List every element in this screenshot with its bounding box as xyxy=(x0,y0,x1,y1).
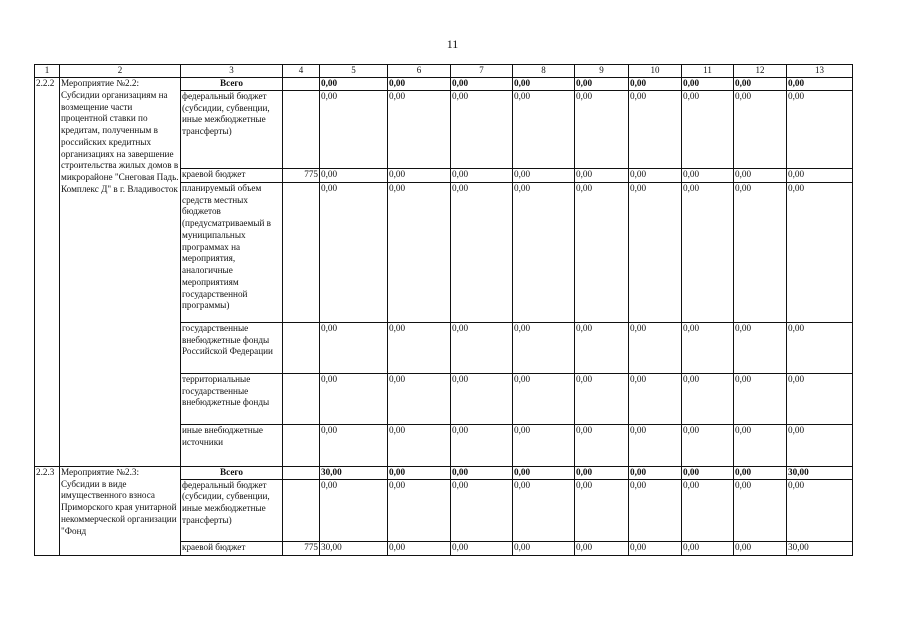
value-cell: 0,00 xyxy=(320,168,388,182)
source-label: краевой бюджет xyxy=(181,168,283,182)
value-cell: 0,00 xyxy=(787,182,853,322)
value-cell: 0,00 xyxy=(787,373,853,424)
measure-code: 2.2.3 xyxy=(35,466,60,555)
kbk-cell xyxy=(283,90,320,168)
value-cell: 0,00 xyxy=(575,541,629,555)
value-cell: 0,00 xyxy=(320,479,388,541)
header-cell: 11 xyxy=(682,65,734,78)
value-cell: 0,00 xyxy=(388,466,451,479)
value-cell: 0,00 xyxy=(451,466,513,479)
value-cell: 0,00 xyxy=(388,182,451,322)
header-row xyxy=(35,65,853,78)
source-label: планируемый объем средств местных бюджетов (предусматриваемый в муниципальных программах на мероприятия, аналогичные мероприятиям государственной программы) xyxy=(181,182,283,322)
value-cell: 0,00 xyxy=(787,424,853,466)
value-cell: 0,00 xyxy=(629,466,682,479)
value-cell: 0,00 xyxy=(629,479,682,541)
value-cell: 0,00 xyxy=(320,322,388,373)
value-cell: 0,00 xyxy=(451,78,513,91)
value-cell: 0,00 xyxy=(682,322,734,373)
value-cell: 0,00 xyxy=(575,479,629,541)
header-cell: 10 xyxy=(629,65,682,78)
page-number: 11 xyxy=(446,37,459,51)
value-cell: 0,00 xyxy=(629,322,682,373)
header-cell: 5 xyxy=(320,65,388,78)
value-cell: 0,00 xyxy=(388,373,451,424)
value-cell: 0,00 xyxy=(682,479,734,541)
budget-table xyxy=(34,64,853,556)
value-cell: 30,00 xyxy=(320,541,388,555)
measure-name: Мероприятие №2.2: Субсидии организациям на возмещение части процентной ставки по кредитам, полученным в российских кредитных организациях на завершение строительства жилых домов в микрорайоне "Снеговая Падь. Комплекс Д" в г. Владивосток xyxy=(60,78,181,467)
kbk-cell xyxy=(283,182,320,322)
value-cell: 0,00 xyxy=(513,182,575,322)
value-cell: 0,00 xyxy=(388,168,451,182)
value-cell: 30,00 xyxy=(320,466,388,479)
value-cell: 0,00 xyxy=(734,373,787,424)
source-label: иные внебюджетные источники xyxy=(181,424,283,466)
value-cell: 0,00 xyxy=(682,90,734,168)
value-cell: 0,00 xyxy=(320,90,388,168)
value-cell: 0,00 xyxy=(575,466,629,479)
value-cell: 0,00 xyxy=(734,424,787,466)
source-label: государственные внебюджетные фонды Российской Федерации xyxy=(181,322,283,373)
value-cell: 0,00 xyxy=(575,322,629,373)
value-cell: 0,00 xyxy=(513,168,575,182)
value-cell: 0,00 xyxy=(629,541,682,555)
value-cell: 0,00 xyxy=(682,78,734,91)
value-cell: 0,00 xyxy=(388,541,451,555)
value-cell: 0,00 xyxy=(320,182,388,322)
value-cell: 0,00 xyxy=(629,168,682,182)
kbk-cell: 775 xyxy=(283,541,320,555)
value-cell: 0,00 xyxy=(734,541,787,555)
source-label: федеральный бюджет (субсидии, субвенции, иные межбюджетные трансферты) xyxy=(181,90,283,168)
value-cell: 0,00 xyxy=(682,182,734,322)
header-cell: 13 xyxy=(787,65,853,78)
measure-code: 2.2.2 xyxy=(35,78,60,467)
value-cell: 0,00 xyxy=(682,466,734,479)
value-cell: 0,00 xyxy=(513,424,575,466)
value-cell: 0,00 xyxy=(575,424,629,466)
value-cell: 0,00 xyxy=(451,424,513,466)
source-label: Всего xyxy=(181,78,283,91)
value-cell: 0,00 xyxy=(451,90,513,168)
value-cell: 0,00 xyxy=(575,78,629,91)
value-cell: 0,00 xyxy=(388,479,451,541)
value-cell: 0,00 xyxy=(388,322,451,373)
value-cell: 0,00 xyxy=(734,322,787,373)
kbk-cell xyxy=(283,466,320,479)
value-cell: 0,00 xyxy=(451,168,513,182)
value-cell: 0,00 xyxy=(787,322,853,373)
source-label: краевой бюджет xyxy=(181,541,283,555)
value-cell: 0,00 xyxy=(451,541,513,555)
value-cell: 0,00 xyxy=(734,78,787,91)
value-cell: 0,00 xyxy=(575,182,629,322)
value-cell: 0,00 xyxy=(734,479,787,541)
value-cell: 0,00 xyxy=(575,168,629,182)
kbk-cell xyxy=(283,479,320,541)
value-cell: 0,00 xyxy=(513,479,575,541)
value-cell: 0,00 xyxy=(629,90,682,168)
value-cell: 0,00 xyxy=(575,373,629,424)
source-label: Всего xyxy=(181,466,283,479)
value-cell: 0,00 xyxy=(629,78,682,91)
header-cell: 4 xyxy=(283,65,320,78)
value-cell: 0,00 xyxy=(629,373,682,424)
value-cell: 0,00 xyxy=(734,90,787,168)
header-cell: 12 xyxy=(734,65,787,78)
kbk-cell: 775 xyxy=(283,168,320,182)
source-label: федеральный бюджет (субсидии, субвенции, иные межбюджетные трансферты) xyxy=(181,479,283,541)
value-cell: 0,00 xyxy=(451,182,513,322)
measure-name: Мероприятие №2.3: Субсидии в виде имущественного взноса Приморского края унитарной некоммерческой организации "Фонд xyxy=(60,466,181,555)
value-cell: 0,00 xyxy=(320,424,388,466)
value-cell: 0,00 xyxy=(682,424,734,466)
value-cell: 30,00 xyxy=(787,466,853,479)
header-cell: 7 xyxy=(451,65,513,78)
value-cell: 30,00 xyxy=(787,541,853,555)
value-cell: 0,00 xyxy=(388,78,451,91)
table-row xyxy=(35,466,853,479)
value-cell: 0,00 xyxy=(787,78,853,91)
header-cell: 2 xyxy=(60,65,181,78)
value-cell: 0,00 xyxy=(513,466,575,479)
value-cell: 0,00 xyxy=(787,90,853,168)
header-cell: 1 xyxy=(35,65,60,78)
value-cell: 0,00 xyxy=(451,373,513,424)
value-cell: 0,00 xyxy=(513,541,575,555)
header-cell: 8 xyxy=(513,65,575,78)
value-cell: 0,00 xyxy=(513,90,575,168)
value-cell: 0,00 xyxy=(682,168,734,182)
kbk-cell xyxy=(283,424,320,466)
value-cell: 0,00 xyxy=(513,322,575,373)
value-cell: 0,00 xyxy=(513,373,575,424)
value-cell: 0,00 xyxy=(682,373,734,424)
kbk-cell xyxy=(283,322,320,373)
value-cell: 0,00 xyxy=(388,90,451,168)
value-cell: 0,00 xyxy=(513,78,575,91)
header-cell: 3 xyxy=(181,65,283,78)
value-cell: 0,00 xyxy=(734,466,787,479)
kbk-cell xyxy=(283,78,320,91)
value-cell: 0,00 xyxy=(787,479,853,541)
value-cell: 0,00 xyxy=(734,182,787,322)
header-cell: 9 xyxy=(575,65,629,78)
header-cell: 6 xyxy=(388,65,451,78)
value-cell: 0,00 xyxy=(388,424,451,466)
table-row xyxy=(35,78,853,91)
value-cell: 0,00 xyxy=(629,182,682,322)
value-cell: 0,00 xyxy=(451,479,513,541)
value-cell: 0,00 xyxy=(629,424,682,466)
source-label: территориальные государственные внебюджетные фонды xyxy=(181,373,283,424)
value-cell: 0,00 xyxy=(320,373,388,424)
value-cell: 0,00 xyxy=(787,168,853,182)
kbk-cell xyxy=(283,373,320,424)
value-cell: 0,00 xyxy=(451,322,513,373)
value-cell: 0,00 xyxy=(682,541,734,555)
value-cell: 0,00 xyxy=(320,78,388,91)
value-cell: 0,00 xyxy=(734,168,787,182)
value-cell: 0,00 xyxy=(575,90,629,168)
